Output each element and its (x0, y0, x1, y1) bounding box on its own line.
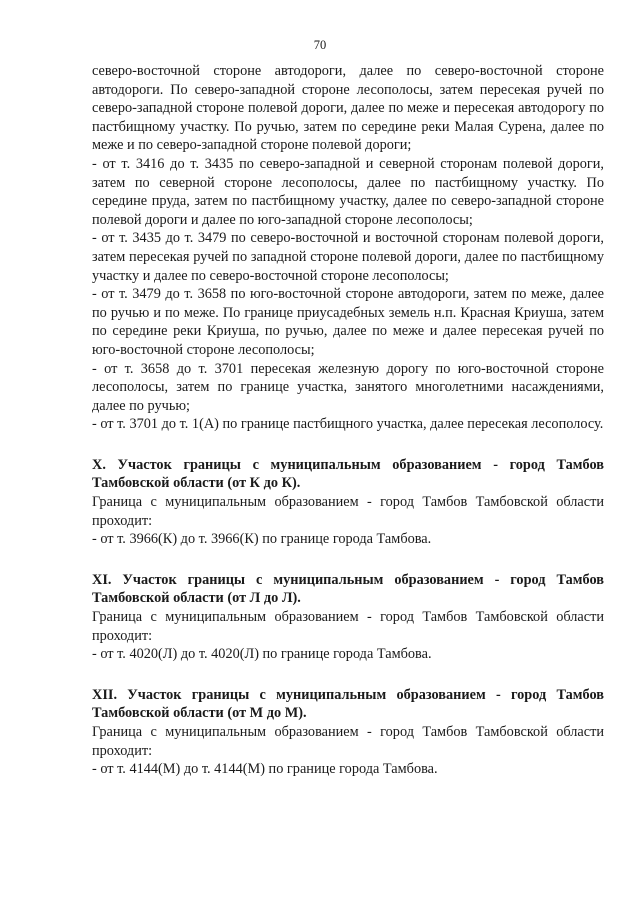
paragraph: - от т. 3658 до т. 3701 пересекая железную дорогу по юго-восточной стороне лесополосы, затем по границе участка, занятого многолетними насаждениями, далее по ручью; (92, 360, 604, 414)
paragraph: - от т. 3416 до т. 3435 по северо-западной и северной сторонам полевой дороги, затем по северной стороне лесополосы, далее по пастбищному участку. По середине пруда, затем по пастбищному участку, далее по северо-западной стороне полевой дороги и далее по юго-западной стороне лесополосы; (92, 155, 604, 228)
section-intro: Граница с муниципальным образованием - город Тамбов Тамбовской области проходит: (92, 609, 604, 644)
section-item: - от т. 4144(М) до т. 4144(М) по границе города Тамбова. (92, 761, 438, 778)
section-xii (92, 686, 604, 779)
section-item: - от т. 3966(К) до т. 3966(К) по границе города Тамбова. (92, 531, 432, 548)
section-xi (92, 571, 604, 664)
section-title: X. Участок границы с муниципальным образованием - город Тамбов Тамбовской области (от К до К). (92, 456, 604, 492)
document-body (92, 62, 604, 779)
paragraph: северо-восточной стороне автодороги, далее по северо-восточной стороне автодороги. По северо-западной стороне лесополосы, затем пересекая ручей по северо-западной стороне полевой дороги, далее по меже и пересекая автодорогу по пастбищному участку. По ручью, затем по середине реки Малая Сурена, далее по меже и по северо-западной стороне полевой дороги; (92, 63, 604, 154)
page-number: 70 (313, 38, 327, 52)
section-x (92, 456, 604, 549)
section-title: XI. Участок границы с муниципальным образованием - город Тамбов Тамбовской области (от Л до Л). (92, 571, 604, 607)
paragraph: - от т. 3479 до т. 3658 по юго-восточной стороне автодороги, затем по меже, далее по ручью и по меже. По границе приусадебных земель н.п. Красная Криуша, затем по середине реки Криуша, по ручью, далее по меже и далее пересекая ручей по юго-восточной стороне лесополосы; (92, 286, 604, 358)
section-intro: Граница с муниципальным образованием - город Тамбов Тамбовской области проходит: (92, 494, 604, 529)
section-title: XII. Участок границы с муниципальным образованием - город Тамбов Тамбовской области (от М до М). (92, 686, 604, 722)
section-intro: Граница с муниципальным образованием - город Тамбов Тамбовской области проходит: (92, 724, 604, 759)
section-item: - от т. 4020(Л) до т. 4020(Л) по границе города Тамбова. (92, 646, 432, 663)
paragraph: - от т. 3435 до т. 3479 по северо-восточной и восточной сторонам полевой дороги, затем пересекая ручей по западной стороне полевой дороги, далее по пастбищному участку и далее по северо-восточной стороне лесополосы; (92, 230, 604, 284)
paragraph: - от т. 3701 до т. 1(А) по границе пастбищного участка, далее пересекая лесополосу. (92, 416, 604, 433)
